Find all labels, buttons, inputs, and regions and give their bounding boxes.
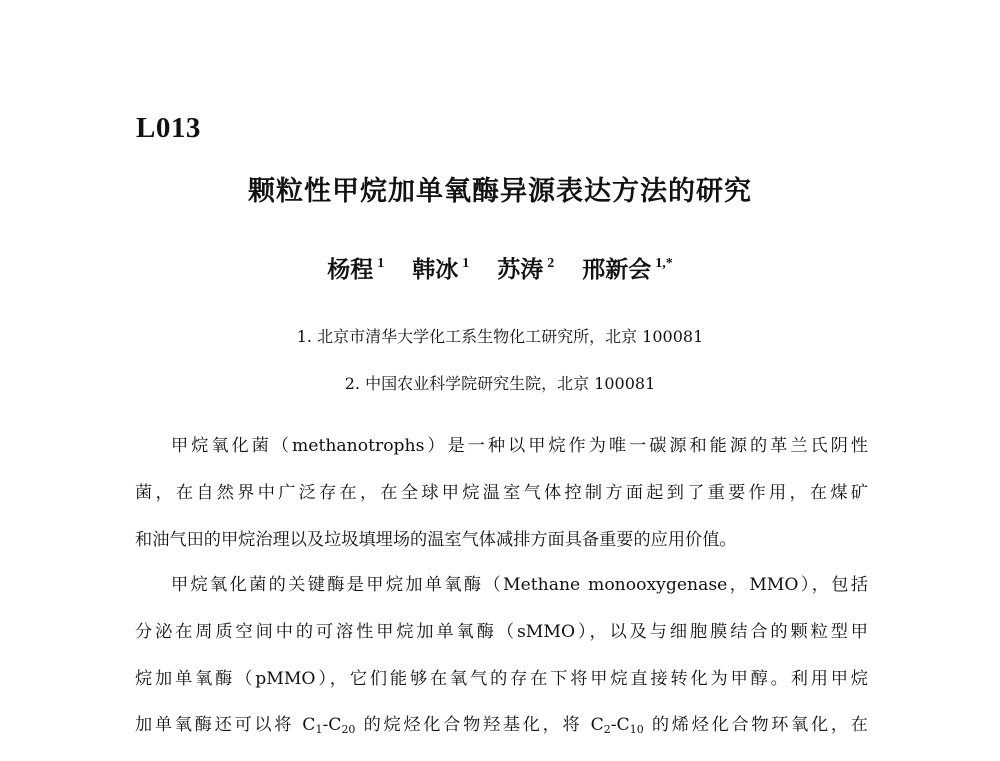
paragraph-line: 甲烷氧化菌（methanotrophs）是一种以甲烷作为唯一碳源和能源的革兰氏阴性 — [171, 436, 868, 456]
paragraph-line: 菌，在自然界中广泛存在，在全球甲烷温室气体控制方面起到了重要作用，在煤矿 — [135, 483, 868, 503]
subscript: 20 — [341, 723, 356, 736]
text-fragment: -C — [610, 715, 630, 735]
text-fragment: -C — [322, 715, 342, 735]
paper-title: 颗粒性甲烷加单氧酶异源表达方法的研究 — [248, 176, 752, 207]
text-fragment: 加单氧酶还可以将 C — [135, 715, 316, 735]
author — [582, 257, 673, 283]
subscript: 2 — [603, 723, 611, 736]
text-fragment: 的烷烃化合物羟基化，将 C — [355, 715, 604, 735]
author-name: 邢新会 — [582, 257, 652, 283]
author-name: 杨程 — [327, 257, 374, 283]
author — [327, 257, 384, 283]
author-list — [0, 251, 1000, 284]
paragraph-line: 烷加单氧酶（pMMO），它们能够在氧气的存在下将甲烷直接转化为甲醇。利用甲烷 — [135, 669, 868, 689]
author — [497, 257, 554, 283]
paragraph-line — [135, 710, 868, 740]
author-affil-mark: 1,* — [655, 256, 673, 271]
author-affil-mark: 1 — [377, 256, 385, 271]
subscript: 10 — [629, 723, 644, 736]
author-affil-mark: 1 — [462, 256, 470, 271]
text-fragment: 的烯烃化合物环氧化，在 — [643, 715, 868, 735]
paragraph-line: 和油气田的甲烷治理以及垃圾填埋场的温室气体减排方面具备重要的应用价值。 — [135, 530, 737, 550]
subscript: 1 — [315, 723, 323, 736]
author-name: 韩冰 — [412, 257, 459, 283]
paper-code: L013 — [136, 112, 201, 144]
paragraph-line: 分泌在周质空间中的可溶性甲烷加单氧酶（sMMO），以及与细胞膜结合的颗粒型甲 — [135, 622, 868, 642]
author-affil-mark: 2 — [547, 256, 555, 271]
author-name: 苏涛 — [497, 257, 544, 283]
affiliation-1: 1. 北京市清华大学化工系生物化工研究所，北京 100081 — [296, 327, 704, 346]
paragraph-line: 甲烷氧化菌的关键酶是甲烷加单氧酶（Methane monooxygenase，MMO），包括 — [171, 575, 868, 595]
affiliation-2: 2. 中国农业科学院研究生院，北京 100081 — [344, 374, 656, 393]
author — [412, 257, 469, 283]
